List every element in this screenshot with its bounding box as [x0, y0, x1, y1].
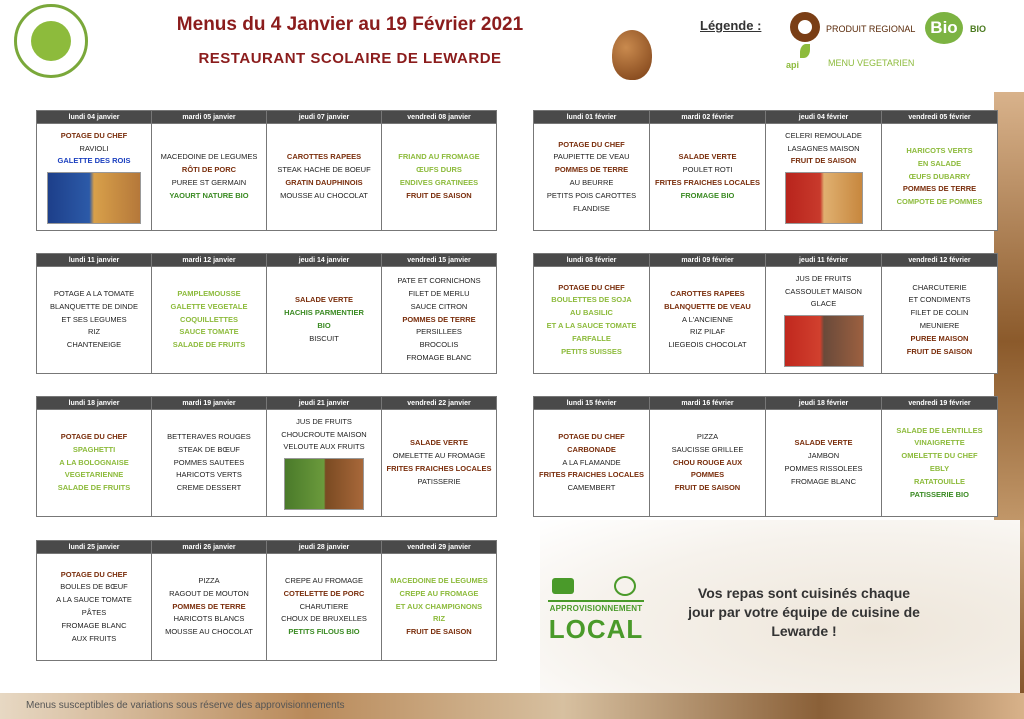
day-header: vendredi 05 février: [882, 111, 998, 124]
menu-dish: POTAGE DU CHEF: [60, 432, 128, 441]
menu-dish: POTAGE DU CHEF: [558, 432, 625, 441]
menu-dish: PATE ET CORNICHONS: [397, 276, 481, 286]
plate-icon: [614, 576, 636, 596]
legend-vegetarian-label: MENU VEGETARIEN: [828, 58, 915, 68]
menu-dish: PETITS POIS CAROTTES: [546, 190, 637, 200]
menu-dish: PUREE ST GERMAIN: [171, 178, 247, 187]
day-menu-cell: [650, 267, 766, 374]
menu-dish: PUREE MAISON: [910, 333, 969, 343]
day-header: vendredi 15 janvier: [382, 254, 497, 267]
menu-dish: JUS DE FRUITS: [795, 273, 852, 283]
week-table: [36, 540, 497, 661]
menu-dish: MOUSSE AU CHOCOLAT: [280, 190, 368, 200]
menu-dish: LIEGEOIS CHOCOLAT: [668, 340, 747, 350]
week-header-row: [37, 541, 497, 554]
menu-dish: MACEDOINE DE LEGUMES: [390, 576, 488, 585]
toulouse-theme-image: [784, 315, 864, 367]
menu-dish: FROMAGE BIO: [680, 190, 735, 200]
menu-dish: LASAGNES MAISON: [787, 143, 860, 153]
day-header: jeudi 04 février: [766, 111, 882, 124]
menu-dish: CASSOULET MAISON: [785, 286, 862, 296]
day-header: mardi 19 janvier: [152, 397, 267, 410]
day-menu-cell: [37, 267, 152, 374]
day-header: vendredi 19 février: [882, 397, 998, 410]
menu-dish: A LA FLAMANDE: [562, 457, 621, 467]
menu-dish: PIZZA: [696, 432, 719, 441]
menu-dish: FROMAGE BLANC: [406, 352, 472, 362]
menu-dish: BROCOLIS: [419, 340, 459, 350]
day-menu-cell: [766, 124, 882, 231]
menu-dish: PETITS SUISSES: [561, 346, 622, 356]
menu-dish: BOULETTES DE SOJA: [551, 295, 632, 305]
day-header: mardi 09 février: [650, 254, 766, 267]
day-header: jeudi 14 janvier: [267, 254, 382, 267]
local-supply-badge: [546, 574, 646, 646]
menu-dish: POMMES SAUTEES: [173, 457, 245, 467]
day-header: lundi 11 janvier: [37, 254, 152, 267]
menu-dish: ET A LA SAUCE TOMATE: [546, 321, 637, 330]
menu-dish: CHARCUTERIE: [912, 282, 967, 292]
day-header: mardi 26 janvier: [152, 541, 267, 554]
menu-dish: FILET DE COLIN: [910, 308, 969, 318]
menu-dish: COTELETTE DE PORC: [283, 588, 365, 598]
menu-dish: RAGOUT DE MOUTON: [169, 588, 249, 598]
menu-dish: ŒUFS DUBARRY: [908, 171, 971, 181]
menu-dish: AU BASILIC: [570, 308, 613, 318]
week-menu-row: [37, 267, 497, 374]
day-header: jeudi 28 janvier: [267, 541, 382, 554]
menu-dish: RIZ: [432, 614, 446, 624]
menu-dish: VINAIGRETTE: [914, 438, 965, 448]
menu-dish: CARBONADE: [567, 444, 616, 454]
week-menu-row: [534, 124, 998, 231]
leaf-icon: [800, 44, 810, 58]
menu-dish: SALADE DE FRUITS: [172, 340, 246, 350]
menu-dish: POULET ROTI: [682, 165, 733, 175]
day-header: vendredi 08 janvier: [382, 111, 497, 124]
day-header: jeudi 11 février: [766, 254, 882, 267]
menu-dish: PETITS FILOUS BIO: [288, 627, 360, 637]
menu-dish: BLANQUETTE DE VEAU: [664, 301, 751, 311]
regional-product-icon: [790, 12, 820, 42]
menu-dish: POTAGE A LA TOMATE: [53, 289, 135, 298]
menu-dish: FRITES FRAICHES LOCALES: [538, 470, 644, 480]
day-header: vendredi 12 février: [882, 254, 998, 267]
school-logo: [14, 4, 88, 78]
menu-dish: FROMAGE BLANC: [61, 620, 127, 630]
menu-dish: FROMAGE BLANC: [790, 476, 856, 486]
day-menu-cell: [37, 124, 152, 231]
menu-dish: POTAGE DU CHEF: [60, 569, 128, 579]
hazelnut-image: [612, 30, 652, 80]
week-header-row: [37, 397, 497, 410]
menu-dish: SALADE VERTE: [295, 295, 353, 305]
menu-dish: YAOURT NATURE BIO: [169, 190, 249, 200]
menu-dish: HARICOTS VERTS: [176, 470, 242, 480]
bio-icon: Bio: [925, 12, 963, 44]
legend-panel: [652, 0, 1024, 92]
day-menu-cell: [382, 410, 497, 517]
menu-dish: FRUIT DE SAISON: [406, 627, 472, 637]
menu-dish: POTAGE DU CHEF: [558, 282, 625, 292]
day-menu-cell: [37, 410, 152, 517]
menu-dish: BISCUIT: [309, 333, 339, 343]
menu-dish: VELOUTE AUX FRUITS: [283, 442, 365, 452]
menu-dish: CHARUTIERE: [299, 601, 349, 611]
menu-dish: STEAK DE BŒUF: [178, 444, 240, 454]
menu-dish: GALETTE DES ROIS: [57, 156, 131, 166]
week-menu-row: [37, 124, 497, 231]
menu-dish: CAROTTES RAPEES: [670, 289, 745, 298]
menu-dish: CHANTENEIGE: [66, 340, 122, 350]
menu-dish: RAVIOLI: [79, 143, 109, 153]
week-menu-row: [534, 410, 998, 517]
menu-dish: JAMBON: [807, 451, 840, 461]
day-menu-cell: [534, 410, 650, 517]
day-header: jeudi 21 janvier: [267, 397, 382, 410]
day-menu-cell: [382, 554, 497, 661]
menu-dish: BETTERAVES ROUGES: [167, 432, 251, 441]
menu-dish: A LA SAUCE TOMATE: [56, 595, 132, 605]
legend-bio-label: BIO: [970, 24, 987, 34]
menu-dish: EBLY: [929, 464, 950, 473]
menu-dish: SALADE DE FRUITS: [57, 483, 131, 493]
menu-dish: RÔTI DE PORC: [181, 165, 237, 175]
tractor-icon: [552, 578, 574, 594]
day-menu-cell: [650, 124, 766, 231]
week-header-row: [37, 254, 497, 267]
day-menu-cell: [37, 554, 152, 661]
menu-dish: PIZZA: [198, 576, 220, 585]
menu-dish: OMELETTE AU FROMAGE: [392, 451, 486, 461]
menu-dish: BLANQUETTE DE DINDE: [50, 301, 138, 311]
menu-dish: BIO: [317, 321, 331, 330]
menu-dish: GALETTE VEGETALE: [170, 301, 248, 311]
day-header: lundi 01 février: [534, 111, 650, 124]
day-menu-cell: [267, 410, 382, 517]
menu-dish: MOUSSE AU CHOCOLAT: [165, 627, 253, 637]
menu-dish: CAROTTES RAPEES: [286, 152, 362, 162]
galette-theme-image: [47, 172, 141, 224]
day-menu-cell: [152, 267, 267, 374]
day-menu-cell: [766, 267, 882, 374]
week-header-row: [534, 254, 998, 267]
day-header: lundi 18 janvier: [37, 397, 152, 410]
cuisine-message: Vos repas sont cuisinés chaque jour par votre équipe de cuisine de Lewarde !: [688, 585, 920, 639]
menu-dish: SALADE VERTE: [678, 152, 737, 162]
menu-dish: STEAK HACHE DE BOEUF: [277, 165, 371, 175]
menu-dish: ET AUX CHAMPIGNONS: [395, 601, 483, 611]
menu-dish: HARICOTS VERTS: [906, 146, 973, 155]
day-header: lundi 04 janvier: [37, 111, 152, 124]
day-header: vendredi 22 janvier: [382, 397, 497, 410]
menu-dish: AUX FRUITS: [71, 633, 117, 643]
day-header: lundi 08 février: [534, 254, 650, 267]
menu-dish: ET SES LEGUMES: [61, 314, 127, 324]
menu-dish: CHOUX DE BRUXELLES: [281, 614, 367, 624]
menu-dish: CAMEMBERT: [567, 483, 616, 493]
menu-dish: POMMES DE TERRE: [402, 314, 476, 324]
menu-dish: ET CONDIMENTS: [908, 295, 971, 305]
menu-dish: SPAGHETTI: [72, 444, 116, 454]
italie-theme-image: [785, 172, 863, 224]
logo-emblem: [31, 21, 71, 61]
menu-dish: FRUIT DE SAISON: [906, 346, 973, 356]
menu-dish: PAUPIETTE DE VEAU: [553, 152, 630, 162]
menu-dish: CREME DESSERT: [176, 483, 242, 493]
day-header: mardi 05 janvier: [152, 111, 267, 124]
day-header: lundi 15 février: [534, 397, 650, 410]
menu-dish: CELERI REMOULADE: [785, 130, 862, 140]
day-menu-cell: [382, 124, 497, 231]
menu-dish: SALADE DE LENTILLES: [896, 425, 983, 435]
week-table: [36, 253, 497, 374]
day-menu-cell: [267, 554, 382, 661]
menu-dish: SAUCE TOMATE: [179, 327, 239, 337]
menu-dish: PATISSERIE BIO: [910, 489, 969, 499]
menu-dish: FRUIT DE SAISON: [790, 156, 857, 166]
week-menu-row: [37, 410, 497, 517]
footer-note: Menus susceptibles de variations sous réserve des approvisionnements: [26, 700, 345, 711]
menu-dish: JUS DE FRUITS: [296, 416, 352, 426]
week-header-row: [534, 111, 998, 124]
tractor-fork-icon: [548, 574, 644, 602]
alsace-theme-image: [284, 458, 364, 510]
week-table: [533, 253, 998, 374]
menu-dish: VEGETARIENNE: [64, 470, 124, 480]
menu-dish: FARFALLE: [572, 333, 611, 343]
menu-dish: POMMES: [690, 470, 725, 480]
local-supply-line1: APPROVISIONNEMENT: [549, 604, 643, 613]
local-supply-line2: LOCAL: [548, 614, 644, 644]
week-table: [533, 110, 998, 231]
menu-dish: EN SALADE: [917, 158, 962, 168]
menu-dish: PERSILLEES: [416, 327, 462, 337]
day-menu-cell: [766, 410, 882, 517]
menu-dish: FRITES FRAICHES LOCALES: [654, 178, 760, 187]
menu-dish: MACEDOINE DE LEGUMES: [160, 152, 258, 162]
day-menu-cell: [882, 124, 998, 231]
week-menu-row: [534, 267, 998, 374]
week-menu-row: [37, 554, 497, 661]
menu-dish: GRATIN DAUPHINOIS: [285, 178, 363, 187]
day-menu-cell: [650, 410, 766, 517]
menu-dish: SAUCISSE GRILLEE: [671, 444, 744, 454]
menu-dish: POTAGE DU CHEF: [60, 130, 128, 140]
day-header: lundi 25 janvier: [37, 541, 152, 554]
day-header: jeudi 07 janvier: [267, 111, 382, 124]
menu-dish: POMMES DE TERRE: [172, 601, 246, 611]
week-header-row: [534, 397, 998, 410]
legend-regional-label: PRODUIT REGIONAL: [826, 24, 916, 34]
menu-dish: GLACE: [810, 299, 837, 309]
menu-dish: A LA BOLOGNAISE: [59, 457, 129, 467]
week-table: [36, 396, 497, 517]
day-menu-cell: [882, 410, 998, 517]
vegetarian-icon-text: api: [786, 60, 800, 70]
week-header-row: [37, 111, 497, 124]
day-menu-cell: [534, 124, 650, 231]
menu-dish: SAUCE CITRON: [410, 301, 468, 311]
menu-dish: FRIAND AU FROMAGE: [398, 152, 480, 162]
menu-dish: POTAGE DU CHEF: [558, 139, 625, 149]
menu-dish: CREPE AU FROMAGE: [399, 588, 479, 598]
day-menu-cell: [152, 410, 267, 517]
day-menu-cell: [267, 267, 382, 374]
menu-dish: OMELETTE DU CHEF: [901, 451, 978, 461]
menu-dish: PÂTES: [81, 608, 107, 617]
page-title: Menus du 4 Janvier au 19 Février 2021: [176, 14, 524, 35]
menu-dish: MEUNIERE: [919, 321, 960, 330]
menu-dish: ENDIVES GRATINEES: [399, 178, 479, 187]
menu-dish: FRUIT DE SAISON: [674, 483, 741, 493]
menu-dish: PATISSERIE: [417, 476, 461, 486]
menu-dish: COMPOTE DE POMMES: [896, 197, 983, 207]
menu-dish: AU BEURRE: [569, 178, 614, 187]
menu-dish: RIZ: [87, 327, 101, 337]
menu-dish: FRITES FRAICHES LOCALES: [386, 464, 492, 473]
day-header: mardi 16 février: [650, 397, 766, 410]
menu-dish: COQUILLETTES: [180, 314, 238, 324]
menu-dish: RATATOUILLE: [913, 476, 966, 486]
menu-dish: SALADE VERTE: [410, 438, 468, 448]
day-header: vendredi 29 janvier: [382, 541, 497, 554]
page-subtitle: RESTAURANT SCOLAIRE DE LEWARDE: [198, 50, 502, 67]
week-table: [533, 396, 998, 517]
menu-dish: HARICOTS BLANCS: [173, 614, 245, 624]
menu-dish: PAMPLEMOUSSE: [177, 289, 241, 298]
day-menu-cell: [382, 267, 497, 374]
day-menu-cell: [267, 124, 382, 231]
menu-dish: ŒUFS DURS: [416, 165, 462, 175]
day-menu-cell: [152, 554, 267, 661]
week-table: [36, 110, 497, 231]
menu-dish: POMMES DE TERRE: [554, 165, 629, 175]
day-menu-cell: [152, 124, 267, 231]
menu-dish: BOULES DE BŒUF: [60, 582, 128, 592]
day-header: mardi 02 février: [650, 111, 766, 124]
menu-dish: FRUIT DE SAISON: [406, 190, 472, 200]
day-menu-cell: [534, 267, 650, 374]
menu-dish: HACHIS PARMENTIER: [284, 308, 364, 318]
menu-dish: CHOU ROUGE AUX: [672, 457, 743, 467]
day-header: jeudi 18 février: [766, 397, 882, 410]
menu-dish: POMMES DE TERRE: [902, 184, 977, 194]
menu-dish: FILET DE MERLU: [408, 289, 470, 298]
day-menu-cell: [882, 267, 998, 374]
menu-dish: RIZ PILAF: [689, 327, 725, 337]
legend-title: Légende :: [700, 18, 762, 33]
menu-dish: A L'ANCIENNE: [681, 314, 734, 324]
menu-dish: CREPE AU FROMAGE: [285, 576, 363, 585]
vegetarian-icon: [786, 44, 824, 84]
menu-dish: CHOUCROUTE MAISON: [281, 429, 367, 439]
day-header: mardi 12 janvier: [152, 254, 267, 267]
menu-dish: FLANDISE: [573, 203, 610, 213]
menu-dish: POMMES RISSOLEES: [784, 464, 863, 473]
menu-dish: SALADE VERTE: [794, 438, 853, 448]
